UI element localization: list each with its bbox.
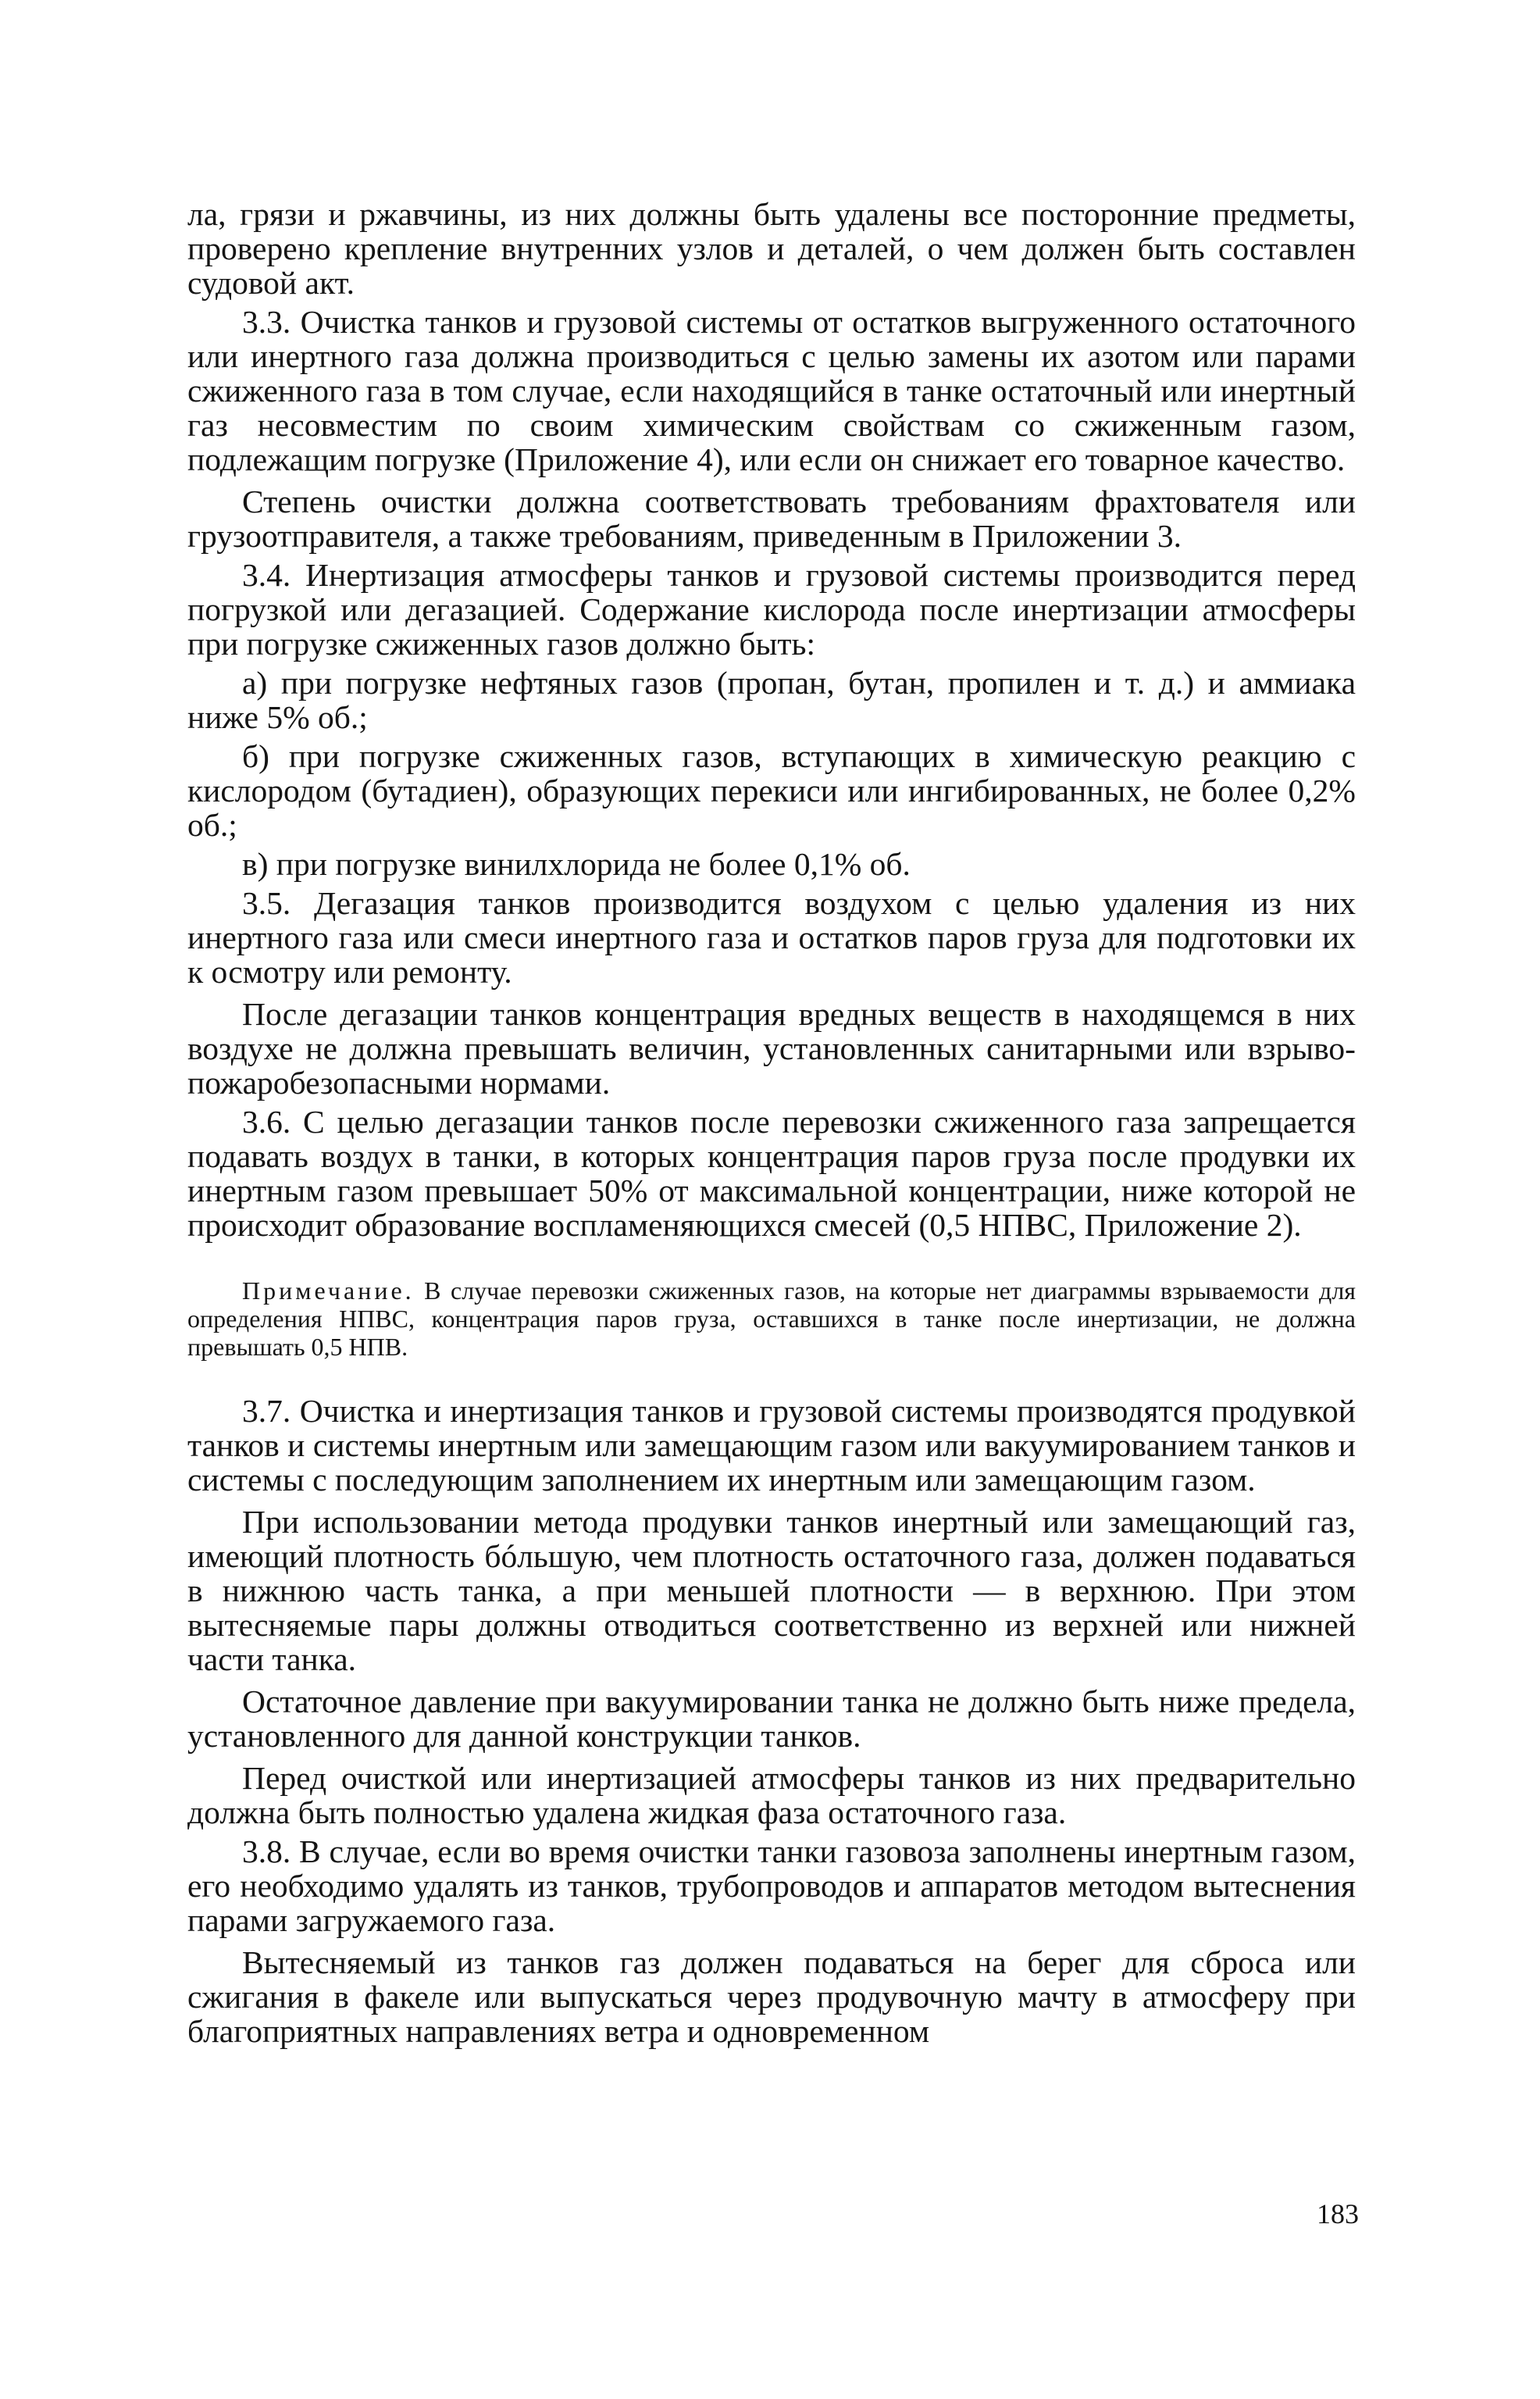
paragraph-residual-pressure: Остаточное давление при вакуумировании танка не должно быть ниже предела, установленного для данной конструкции танков. <box>187 1683 1356 1754</box>
paragraph-cleaning-degree: Степень очистки должна соответствовать требованиям фрахтователя или грузоотправителя, а также требованиям, приведенным в Приложении 3. <box>187 484 1356 554</box>
paragraph-item-a: а) при погрузке нефтяных газов (пропан, бутан, пропилен и т. д.) и аммиака ниже 5% об.; <box>187 665 1356 735</box>
note-label: Примечание. <box>242 1276 415 1305</box>
paragraph-item-v: в) при погрузке винилхлорида не более 0,1% об. <box>242 846 911 882</box>
paragraph-3-8: 3.8. В случае, если во время очистки танки газовоза заполнены инертным газом, его необходимо удалять из танков, трубопроводов и аппаратов методом вытеснения парами загружаемого газа. <box>187 1833 1356 1938</box>
paragraph-liquid-phase: Перед очисткой или инертизацией атмосферы танков из них предварительно должна быть полностью удалена жидкая фаза остаточного газа. <box>187 1760 1356 1830</box>
paragraph-item-b: б) при погрузке сжиженных газов, вступающих в химическую реакцию с кислородом (бутадиен), образующих перекиси или ингибированных, не более 0,2% об.; <box>187 738 1356 843</box>
paragraph-displaced-gas: Вытесняемый из танков газ должен подаваться на берег для сброса или сжигания в факеле или выпускаться через продувочную мачту в атмосферу при благоприятных направлениях ветра и одновременном <box>187 1944 1356 2049</box>
paragraph-3-3: 3.3. Очистка танков и грузовой системы от остатков выгруженного остаточного или инертного газа должна производиться с целью замены их азотом или парами сжиженного газа в том случае, если находящийся в танке остаточный или инертный газ несовместим по своим химическим свойствам со сжиженным газом, подлежащим погрузке (Приложение 4), или если он снижает его товарное качество. <box>187 304 1356 477</box>
paragraph-purge-method: При использовании метода продувки танков инертный или замещающий газ, имеющий плотность бóльшую, чем плотность остаточного газа, должен подаваться в нижнюю часть танка, а при меньшей плотности — в верхнюю. При этом вытесняемые пары должны отводиться соответственно из верхней или нижней части танка. <box>187 1504 1356 1677</box>
paragraph-3-7: 3.7. Очистка и инертизация танков и грузовой системы производятся продувкой танков и системы инертным или замещающим газом или вакуумированием танков и системы с последующим заполнением их инертным или замещающим газом. <box>187 1393 1356 1498</box>
paragraph-after-degassing: После дегазации танков концентрация вредных веществ в находящемся в них воздухе не должна превышать величин, установленных санитарными или взрыво-пожаробезопасными нормами. <box>187 996 1356 1101</box>
paragraph-continuation: ла, грязи и ржавчины, из них должны быть удалены все посторонние предметы, проверено крепление внутренних узлов и деталей, о чем должен быть составлен судовой акт. <box>187 196 1356 301</box>
page-body-text <box>187 197 1356 2048</box>
note-text: В случае перевозки сжиженных газов, на которые нет диаграммы взрываемости для определения НПВС, концентрация паров груза, оставшихся в танке после инертизации, не должна превышать 0,5 НПВ. <box>187 1276 1356 1361</box>
paragraph-3-5: 3.5. Дегазация танков производится воздухом с целью удаления из них инертного газа или смеси инертного газа и остатков паров груза для подготовки их к осмотру или ремонту. <box>187 885 1356 990</box>
paragraph-3-4: 3.4. Инертизация атмосферы танков и грузовой системы производится перед погрузкой или дегазацией. Содержание кислорода после инертизации атмосферы при погрузке сжиженных газов должно быть: <box>187 557 1356 662</box>
paragraph-3-6: 3.6. С целью дегазации танков после перевозки сжиженного газа запрещается подавать воздух в танки, в которых концентрация паров груза после продувки их инертным газом превышает 50% от максимальной концентрации, ниже которой не происходит образование воспламеняющихся смесей (0,5 НПВС, Приложение 2). <box>187 1104 1356 1243</box>
page-number: 183 <box>1317 2198 1359 2229</box>
note <box>187 1276 1356 1361</box>
